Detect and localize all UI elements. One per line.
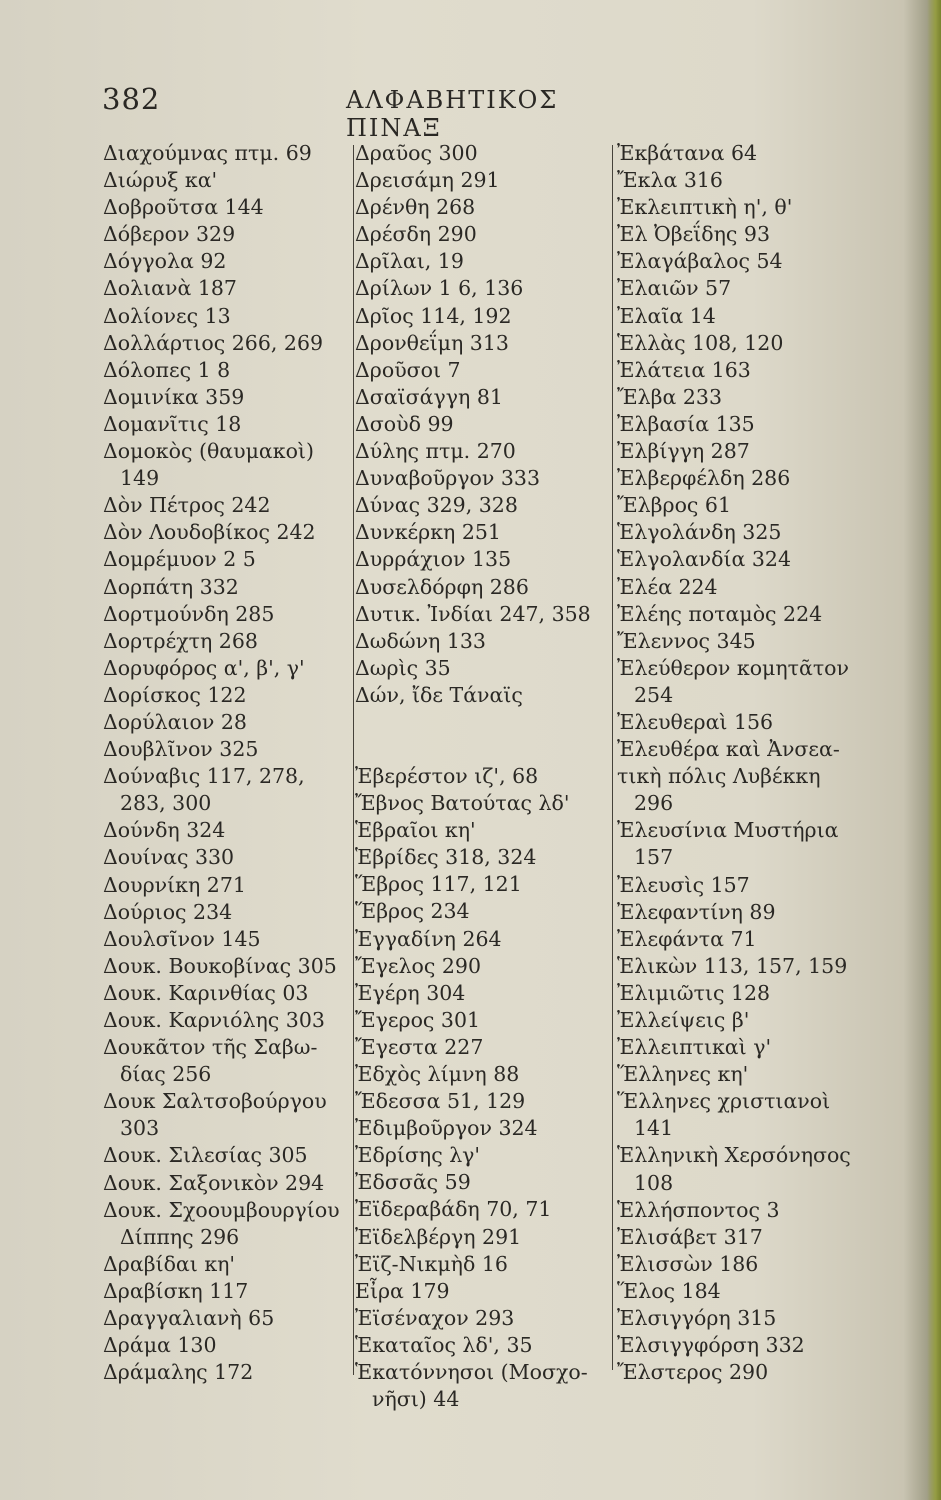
index-entry: Δραβίδαι κη' — [103, 1251, 236, 1276]
index-entry: Δραῦος 300 — [355, 141, 478, 165]
index-entry: Ἔγερος 301 — [355, 1007, 481, 1032]
index-entry: Ἐλσιγγφόρση 332 — [617, 1333, 805, 1358]
index-entry: Ἔδεσσα 51, 129 — [355, 1089, 526, 1114]
index-entry: Δουκ. Σαξονικὸν 294 — [103, 1170, 325, 1195]
column-divider — [612, 145, 613, 1370]
index-entry: Δράμαλης 172 — [103, 1360, 254, 1385]
index-entry: Ἐλλείψεις β' — [617, 1008, 750, 1032]
index-entry: 283, 300 — [120, 791, 212, 816]
index-entry: Δωδώνη 133 — [355, 628, 486, 653]
index-entry: Ἐγέρη 304 — [355, 980, 466, 1005]
index-entry: Ἐδιμβοῦργον 324 — [355, 1116, 538, 1141]
index-entry: Δομοκὸς (θαυμακοὶ) — [103, 439, 314, 464]
index-entry: Ἐδρίσης λγ' — [355, 1143, 481, 1168]
index-entry: Ἐβερέστον ιζ', 68 — [355, 763, 539, 788]
index-entry: Ἐλαιῶν 57 — [617, 276, 732, 301]
index-entry: Ἕλος 184 — [617, 1278, 721, 1303]
index-entry: Δρέσδη 290 — [355, 222, 477, 247]
index-entry: Ἐκλειπτικὴ η', θ' — [617, 195, 793, 220]
index-entry: Δρῖος 114, 192 — [355, 303, 512, 328]
index-entry: Δρονθεΐμη 313 — [355, 330, 509, 355]
index-entry: Ἐϊσέναχον 293 — [355, 1305, 515, 1330]
index-entry: Δὸν Πέτρος 242 — [103, 493, 271, 518]
index-entry: Δίππης 296 — [120, 1224, 240, 1249]
index-entry: Ἔγελος 290 — [355, 953, 482, 978]
index-entry: Δορίσκος 122 — [103, 682, 247, 707]
index-column-1 — [103, 140, 353, 1386]
index-entry: Ἐλβίγγη 287 — [617, 439, 750, 464]
index-entry: Δουκ. Σιλεσίας 305 — [103, 1143, 308, 1168]
index-entry: Ἔλστερος 290 — [617, 1360, 769, 1385]
index-entry: Ἐλβασία 135 — [617, 411, 755, 436]
index-entry: Δύνας 329, 328 — [355, 493, 518, 518]
index-entry: Δουκ Σαλτσοβούργου — [103, 1089, 327, 1114]
index-entry: Δορτρέχτη 268 — [103, 628, 258, 653]
index-entry: Δυτικ. Ἰνδίαι 247, 358 — [355, 601, 591, 626]
index-entry: Ἐλεφάντα 71 — [617, 926, 757, 951]
index-entry: Ἑλληνικὴ Χερσόνησος — [617, 1143, 851, 1168]
index-entry: Ἐλευθέρα καὶ Ἀνσεα- — [617, 737, 840, 762]
index-entry: Δωρὶς 35 — [355, 655, 451, 680]
index-entry: Ἕβρος 234 — [355, 899, 470, 924]
index-entry: Δουβλῖνον 325 — [103, 737, 259, 762]
index-entry: Δυρράχιον 135 — [355, 547, 512, 572]
index-entry: Δουκᾶτον τῆς Σαβω- — [103, 1035, 318, 1060]
index-entry: Ἐλευθεραὶ 156 — [617, 709, 774, 734]
index-entry: Ἑβραῖοι κη' — [355, 818, 476, 843]
index-entry: Δομινίκα 359 — [103, 384, 245, 409]
page-header — [100, 82, 660, 142]
index-entry: Ἐκβάτανα 64 — [617, 141, 758, 165]
index-entry: Δυναβοῦργον 333 — [355, 466, 540, 491]
index-entry: Ἐλλειπτικαὶ γ' — [617, 1035, 772, 1060]
index-entry: Διώρυξ κα' — [103, 168, 218, 193]
index-entry: Δουκ. Καρινθίας 03 — [103, 980, 309, 1005]
index-entry: Ἑκατόννησοι (Μοσχο- — [355, 1360, 588, 1385]
index-entry: Ἐϊδελβέργη 291 — [355, 1224, 522, 1249]
page-number: 382 — [102, 82, 161, 116]
index-entry: Ἐλέα 224 — [617, 574, 718, 599]
index-entry: Δόλοπες 1 8 — [103, 357, 231, 382]
index-entry: Δορπάτη 332 — [103, 574, 239, 599]
index-entry: Ἑκαταῖος λδ', 35 — [355, 1332, 533, 1357]
index-entry: Ἔγεστα 227 — [355, 1034, 484, 1059]
index-entry: Ἐλαγάβαλος 54 — [617, 249, 783, 274]
index-entry: Δουκ. Καρνιόλης 303 — [103, 1008, 325, 1032]
index-entry: Ἐλεύθερον κομητᾶτον — [617, 655, 849, 680]
index-entry: Ἐδχὸς λίμνη 88 — [355, 1062, 520, 1086]
index-entry: Δσαϊσάγγη 81 — [355, 384, 503, 409]
index-entry: δίας 256 — [120, 1062, 212, 1087]
index-entry: Δουρνίκη 271 — [103, 872, 246, 897]
index-entry: 254 — [634, 682, 674, 707]
index-entry: Ἐλεφαντίνη 89 — [617, 899, 776, 924]
index-entry: Ἔκλα 316 — [617, 168, 723, 193]
index-entry: 108 — [634, 1170, 674, 1195]
index-entry: Δομρέμυον 2 5 — [103, 547, 256, 572]
index-entry: Δσοὺδ 99 — [355, 411, 454, 436]
index-entry: Ἔλεννος 345 — [617, 628, 756, 653]
index-entry: Δών, ἴδε Τάναϊς — [355, 682, 523, 707]
index-entry: Ἐλαῖα 14 — [617, 303, 716, 328]
index-entry: Δροῦσοι 7 — [355, 357, 461, 382]
page-edge — [927, 0, 941, 1500]
index-column-2 — [355, 140, 610, 1413]
index-entry: Ἐλισσὼν 186 — [617, 1251, 759, 1276]
index-entry: Δραγγαλιανὴ 65 — [103, 1306, 275, 1331]
index-entry: Δοβροῦτσα 144 — [103, 195, 264, 220]
index-entry: 141 — [634, 1116, 674, 1141]
index-entry: Ἐδσσᾶς 59 — [355, 1170, 471, 1195]
index-entry: τικὴ πόλις Λυβέκκη — [617, 764, 821, 789]
index-entry: Δόβερον 329 — [103, 222, 236, 247]
index-entry: Δούριος 234 — [103, 899, 233, 924]
index-entry: Ἑβρίδες 318, 324 — [355, 845, 537, 870]
index-entry: Δυνκέρκη 251 — [355, 520, 501, 545]
index-entry: 157 — [634, 845, 674, 870]
index-entry: Ἑλγολάνδη 325 — [617, 520, 782, 545]
index-entry: Ἔβνος Βατούτας λδ' — [355, 791, 570, 816]
column-divider — [353, 145, 354, 1375]
index-entry: Ἐλέης ποταμὸς 224 — [617, 601, 823, 626]
index-entry: Δούναβις 117, 278, — [103, 764, 305, 789]
index-entry: Ἑλλήσποντος 3 — [617, 1197, 780, 1222]
index-entry: Δορύλαιον 28 — [103, 709, 247, 734]
index-column-3 — [617, 140, 877, 1386]
index-entry: Ἐλσιγγόρη 315 — [617, 1306, 777, 1331]
index-entry: Δουκ. Σχοουμβουργίου — [103, 1197, 340, 1222]
index-entry: Δὸν Λουδοβίκος 242 — [103, 520, 316, 545]
index-entry: Δολλάρτιος 266, 269 — [103, 330, 324, 355]
index-entry: Ἑλικὼν 113, 157, 159 — [617, 953, 848, 978]
index-entry: Δρένθη 268 — [355, 195, 476, 220]
index-entry: Ἐλευσὶς 157 — [617, 872, 750, 897]
index-entry: Δραβίσκη 117 — [103, 1278, 249, 1303]
index-entry: Ἕλληνες χριστιανοὶ — [617, 1089, 831, 1114]
index-entry: Ἐλ Ὀβεΐδης 93 — [617, 222, 771, 247]
index-entry: Δυσελδόρφη 286 — [355, 574, 529, 599]
index-entry: Ἑλλὰς 108, 120 — [617, 330, 784, 355]
index-entry: Δορτμούνδη 285 — [103, 601, 275, 626]
index-entry: Ἐλευσίνια Μυστήρια — [617, 818, 839, 843]
index-entry: Διαχούμνας πτμ. 69 — [103, 141, 312, 165]
index-entry: Δρεισάμη 291 — [355, 168, 500, 193]
index-entry: Ἕλληνες κη' — [617, 1062, 749, 1087]
index-entry: Ἐϊδεραβάδη 70, 71 — [355, 1197, 552, 1222]
index-entry: Δούνδη 324 — [103, 818, 226, 843]
index-entry: Ἐλιμιῶτις 128 — [617, 980, 771, 1005]
index-entry: Ἐγγαδίνη 264 — [355, 926, 502, 951]
index-entry: Δουλσῖνον 145 — [103, 926, 261, 951]
index-entry: Ἐλβερφέλδη 286 — [617, 466, 791, 491]
index-entry: Δουκ. Βουκοβίνας 305 — [103, 953, 337, 978]
index-entry: Δράμα 130 — [103, 1333, 217, 1358]
index-entry: Ἔλβα 233 — [617, 384, 723, 409]
index-entry: 296 — [634, 791, 674, 816]
running-title: ΑΛΦΑΒΗΤΙΚΟΣ ΠΙΝΑΞ — [346, 86, 559, 142]
index-entry: 149 — [120, 466, 160, 491]
index-entry: Ἔλβρος 61 — [617, 493, 731, 518]
index-entry: Δορυφόρος α', β', γ' — [103, 655, 305, 680]
index-entry: Ἐλάτεια 163 — [617, 357, 751, 382]
index-entry: Δολίονες 13 — [103, 303, 231, 328]
index-entry: Δόγγολα 92 — [103, 249, 227, 274]
index-entry: 303 — [120, 1116, 160, 1141]
index-entry: Εἶρα 179 — [355, 1278, 450, 1303]
index-entry: Δομανῖτις 18 — [103, 411, 242, 436]
index-entry: Δύλης πτμ. 270 — [355, 439, 516, 464]
index-entry: Ἐϊζ-Νικμὴδ 16 — [355, 1251, 508, 1276]
index-entry: Δολιανὰ 187 — [103, 276, 237, 301]
index-entry: Δουίνας 330 — [103, 845, 235, 870]
index-entry: Ἕβρος 117, 121 — [355, 872, 522, 897]
index-entry: Δρῖλαι, 19 — [355, 249, 464, 274]
index-entry: νῆσι) 44 — [372, 1387, 460, 1412]
index-entry: Δρίλων 1 6, 136 — [355, 276, 524, 301]
index-entry: Ἐλισάβετ 317 — [617, 1224, 763, 1249]
index-entry: Ἑλγολανδία 324 — [617, 547, 791, 572]
